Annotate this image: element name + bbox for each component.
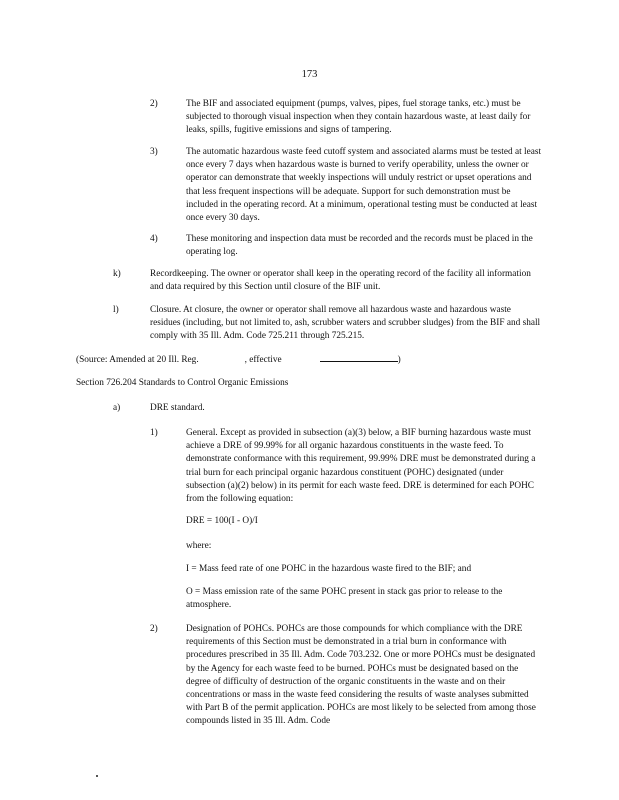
page-speck (96, 775, 98, 777)
item-2-label: 2) (150, 99, 158, 109)
item-3-text: The automatic hazardous waste feed cutoff system and associated alarms must be tested at least once every 7 days when hazardous waste is burned to verify operability, unless the owner or operator can demonstrate that weekly inspections will unduly restrict or upset operations and that less frequent inspections will be adequate. Support for such demonstration must be included in the operating record. At a minimum, operational testing must be conducted at least once every 30 days. (186, 147, 542, 224)
source-note (76, 352, 546, 367)
subsection-k-text: Recordkeeping. The owner or operator shall keep in the operating record of the facility all information and data required by this Section until closure of the BIF unit. (150, 269, 531, 293)
item-a1-text: General. Except as provided in subsection (a)(3) below, a BIF burning hazardous waste must achieve a DRE of 99.99% for all organic hazardous constituents in the waste feed. To demonstrate conformance with this requirement, 99.99% DRE must be demonstrated during a trial burn for each principal organic hazardous constituent (POHC) designated (under subsection (a)(2) below) in its permit for each waste feed. DRE is determined for each POHC from the following equation: (186, 428, 536, 505)
item-4-label: 4) (150, 234, 158, 244)
subsection-k-label: k) (113, 269, 121, 279)
item-4-text: These monitoring and inspection data must be recorded and the records must be placed in the operating log. (186, 234, 533, 258)
definition-o: O = Mass emission rate of the same POHC present in stack gas prior to release to the atmosphere. (186, 587, 503, 611)
subsection-a-label: a) (113, 403, 121, 413)
subsection-l-label: l) (113, 305, 119, 315)
item-3-label: 3) (150, 147, 158, 157)
source-suffix: ) (397, 355, 401, 365)
page-number: 173 (301, 69, 318, 80)
item-a2-label: 2) (150, 624, 158, 634)
dre-equation: DRE = 100(I - O)/I (186, 516, 258, 526)
item-2-text: The BIF and associated equipment (pumps, valves, pipes, fuel storage tanks, etc.) must be subjected to thorough visual inspection when they contain hazardous waste, at least daily for leaks, spills, fugitive emissions and signs of tampering. (186, 99, 531, 136)
source-prefix: (Source: Amended at 20 Ill. Reg. (76, 355, 199, 365)
definition-i: I = Mass feed rate of one POHC in the hazardous waste fired to the BIF; and (186, 564, 472, 574)
section-heading: Section 726.204 Standards to Control Organic Emissions (76, 378, 289, 388)
where-label: where: (186, 541, 212, 551)
item-a2-text: Designation of POHCs. POHCs are those compounds for which compliance with the DRE requirements of this Section must be demonstrated in a trial burn in conformance with procedures prescribed in 35 Ill. Adm. Code 703.232. One or more POHCs must be designated by the Agency for each waste feed to be burned. POHCs must be designated based on the degree of difficulty of destruction of the organic constituents in the waste and on their concentrations or mass in the waste feed considering the results of waste analyses submitted with Part B of the permit application. POHCs are most likely to be selected from among those compounds listed in 35 Ill. Adm. Code (186, 624, 536, 727)
item-a1-label: 1) (150, 428, 158, 438)
subsection-a-title: DRE standard. (150, 403, 205, 413)
subsection-l-text: Closure. At closure, the owner or operator shall remove all hazardous waste and hazardous waste residues (including, but not limited to, ash, scrubber waters and scrubber sludges) from the BIF and shall comply with 35 Ill. Adm. Code 725.211 through 725.215. (150, 305, 541, 342)
effective-date-blank (320, 352, 398, 362)
source-effective: , effective (244, 355, 282, 365)
